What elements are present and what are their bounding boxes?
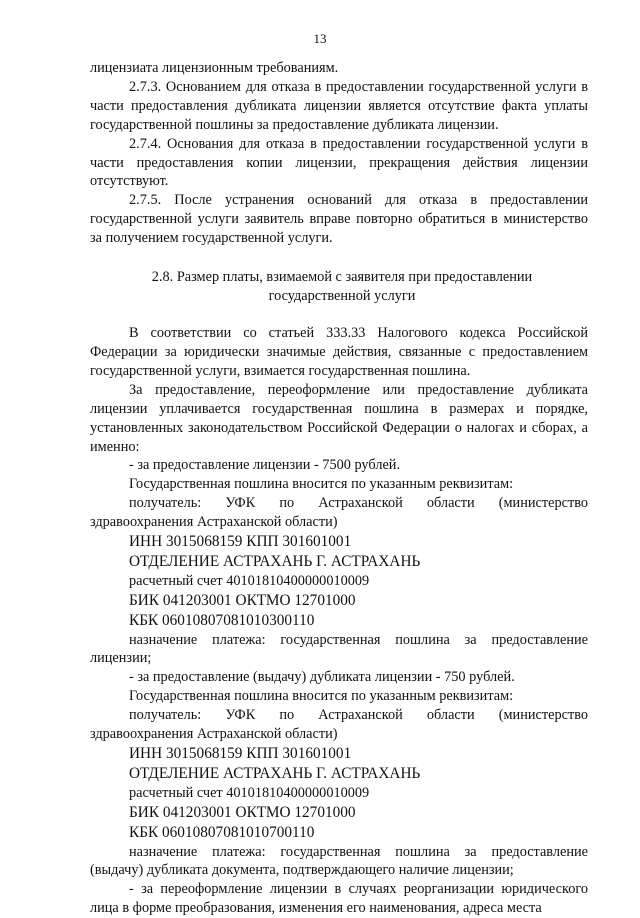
paragraph-2-7-5: 2.7.5. После устранения оснований для отказа в предоставлении государственной услуги заявитель вправе повторно обратиться в министерство за получением государственной услуги.: [90, 192, 588, 247]
paragraph-tax-code: В соответствии со статьей 333.33 Налогового кодекса Российской Федерации за юридически значимые действия, связанные с предоставлением государственной услуги, взимается государственная пошлина.: [90, 325, 588, 379]
section-heading-line-1: 2.8. Размер платы, взимаемой с заявителя при предоставлении: [151, 269, 533, 286]
paragraph-2-7-3: 2.7.3. Основанием для отказа в предоставлении государственной услуги в части предоставления дубликата лицензии является отсутствие факта уплаты государственной пошлины за предоставление дубликата лицензии.: [90, 78, 588, 133]
paragraph-continuation: лицензиата лицензионным требованиям.: [90, 60, 339, 76]
account-2: расчетный счет 40101810400000010009: [129, 784, 370, 801]
account-1: расчетный счет 40101810400000010009: [129, 572, 370, 589]
kbk-2: КБК 06010807081010700110: [129, 823, 315, 841]
section-heading-2-8: [90, 268, 588, 306]
section-heading-line-2: государственной услуги: [268, 288, 416, 305]
payment-purpose-2: назначение платежа: государственная пошлина за предоставление (выдачу) дубликата документа, подтверждающего наличие лицензии;: [90, 843, 588, 879]
fee-license: - за предоставление лицензии - 7500 рублей.: [129, 457, 401, 474]
recipient-2: получатель: УФК по Астраханской области (министерство здравоохранения Астраханской области): [90, 707, 588, 743]
document-body: [90, 59, 588, 918]
paragraph-fee-intro: За предоставление, переоформление или предоставление дубликата лицензии уплачивается государственная пошлина в размерах и порядке, установленных законодательством Российской Федерации о налогах и сборах, а именно:: [90, 381, 588, 455]
inn-kpp-2: ИНН 3015068159 КПП 301601001: [129, 745, 352, 762]
recipient-1: получатель: УФК по Астраханской области (министерство здравоохранения Астраханской области): [90, 495, 588, 531]
payment-details-intro-2: Государственная пошлина вносится по указанным реквизитам:: [129, 688, 514, 705]
page-number: 13: [313, 31, 327, 46]
kbk-1: КБК 06010807081010300110: [129, 611, 315, 629]
fee-duplicate: - за предоставление (выдачу) дубликата лицензии - 750 рублей.: [129, 669, 515, 686]
bik-oktmo-1: БИК 041203001 ОКТМО 12701000: [129, 591, 356, 609]
bank-2: ОТДЕЛЕНИЕ АСТРАХАНЬ Г. АСТРАХАНЬ: [129, 764, 421, 782]
paragraph-2-7-4: 2.7.4. Основания для отказа в предоставлении государственной услуги в части предоставления копии лицензии, прекращения действия лицензии отсутствуют.: [90, 135, 588, 190]
bank-1: ОТДЕЛЕНИЕ АСТРАХАНЬ Г. АСТРАХАНЬ: [129, 552, 421, 570]
inn-kpp-1: ИНН 3015068159 КПП 301601001: [129, 533, 352, 551]
payment-purpose-1: назначение платежа: государственная пошлина за предоставление лицензии;: [90, 631, 588, 667]
payment-details-intro-1: Государственная пошлина вносится по указанным реквизитам:: [129, 476, 514, 493]
fee-reissue: - за переоформление лицензии в случаях реорганизации юридического лица в форме преобразования, изменения его наименования, адреса места: [90, 881, 588, 917]
bik-oktmo-2: БИК 041203001 ОКТМО 12701000: [129, 803, 356, 821]
